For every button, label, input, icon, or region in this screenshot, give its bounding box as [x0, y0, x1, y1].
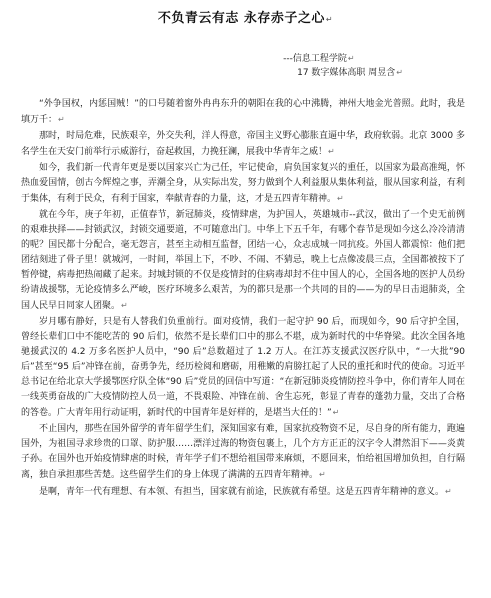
author-name [297, 66, 403, 80]
essay-title [0, 7, 491, 26]
paragraph-text: 就在今年，庚子年初，正值春节，新冠肺炎，疫情肆虐，为护国人，英雄城市--武汉，做出了一个史无前例的艰难抉择——封锁武汉，封锁交通要道，不可随意出门。中华上下五千年，有哪个春节是现如今这么冷冷清清的呢？国民都十分配合，毫无怨言，甚至主动相互监督，团结一心，众志成城一同抗疫。外国人都震惊：他们把团结刻进了骨子里！就城河，一时间，举国上下，不吵、不闹、不猜忌，晚上七点像凌晨三点，全国都被按下了暂停键，病毒把热闹藏了起来。封城封锁的不仅是疫情封的住病毒却封不住中国人的心，全国各地的医护人员纷纷请战援鄂，无论疫情多么严峻，医疗环境多么艰苦，为的都只是那一个共同的目的——为的早日击退肺炎，全国人民早日同家人团聚。 [21, 210, 465, 311]
paragraph-text: 岁月哪有静好，只是有人替我们负重前行。面对疫情，我们一起守护 90 后，而现如今，90 后守护全国，曾经长辈们口中不能吃苦的 90 后们，依然不是长辈们口中的那么不堪，成为新时代的中华脊梁。此次全国各地驰援武汉的 4.2 万多名医护人员中，“90 后”总数超过了 1.2 万人。在江苏支援武汉医疗队中，“一大批”90 后”甚至“95 后”冲锋在前，奋勇争先，经历检阅和磨砺，用稚嫩的肩膀扛起了人民的重托和时代的使命。习近平总书记在给北京大学援鄂医疗队全体“90 后”党员的回信中写道：“在新冠肺炎疫情防控斗争中，你们青年人同在一线英勇奋战的广大疫情防控人员一道，不畏艰险、冲锋在前、舍生忘死，彰显了青春的蓬勃力量，交出了合格的答卷。广大青年用行动证明，新时代的中国青年是好样的，是堪当大任的！” [21, 317, 465, 418]
paragraph-mark-icon: ↵ [337, 194, 344, 203]
paragraph-mark-icon: ↵ [325, 15, 334, 24]
paragraph-text: 如今，我们新一代青年更是要以国家兴亡为己任，牢记使命，肩负国家复兴的重任，以国家为最高准绳，怀热血爱国情，创古今辉煌之事，弄潮全身，从实际出发，努力做到个人利益服从集体利益，服从国家利益，有利于集体，有利于民众，有利于国家，奉献青春的力量，这，才是五四青年精神。 [21, 163, 465, 204]
paragraph [21, 97, 465, 128]
paragraph-mark-icon: ↵ [332, 408, 340, 417]
paragraph [21, 208, 465, 314]
paragraph [21, 484, 465, 500]
paragraph [21, 129, 465, 160]
paragraph-mark-icon: ↵ [445, 487, 452, 496]
paragraph-mark-icon: ↵ [121, 301, 128, 310]
essay-title-text: 不负青云有志 永存赤子之心 [157, 11, 325, 26]
paragraph-mark-icon: ↵ [328, 147, 335, 156]
paragraph-text: 那时，时局危难，民族艰辛，外交失利，洋人得意，帝国主义野心膨胀直逼中华，政府软弱。北京 3000 多名学生在天安门前举行示威游行，奋起救国，力挽狂澜，展我中华青年之威！ [21, 131, 465, 157]
paragraph-mark-icon: ↵ [319, 470, 326, 479]
paragraph [21, 422, 465, 483]
author-block [283, 52, 403, 80]
author-college [283, 52, 403, 66]
paragraph-mark-icon: ↵ [396, 68, 403, 77]
paragraph-mark-icon: ↵ [58, 115, 65, 124]
paragraph-mark-icon: ↵ [347, 54, 355, 63]
paragraph-text: 是啊，青年一代有理想、有本领、有担当，国家就有前途，民族就有希望。这是五四青年精神的意义。 [39, 487, 445, 497]
paragraph [21, 315, 465, 421]
essay-body [21, 97, 465, 501]
author-name-text: 17 数字媒体高职 周昱含 [297, 68, 396, 78]
paragraph-text: “外争国权，内惩国贼！”的口号随着窗外冉冉东升的朝阳在我的心中沸腾，神州大地金光普照。此时，我是填万千： [21, 99, 465, 125]
author-college-text: ---信息工程学院 [283, 54, 347, 64]
paragraph [21, 161, 465, 207]
paragraph-text: 不止国内，那些在国外留学的青年留学生们，深知国家有难，国家抗疫物资不足，尽自身的所有能力，跑遍国外，为祖国寻求珍贵的口罩、防护服……漂洋过海的物资包裹上，几个方方正正的汉字令人潸然泪下——炎黄子孙。在国外也开始疫情肆虐的时候，青年学子们不想给祖国带来麻烦，不愿回来，怕给祖国增加负担，自行隔离，独自承担那些苦楚。这些留学生们的身上体现了满满的五四青年精神。 [21, 424, 465, 480]
